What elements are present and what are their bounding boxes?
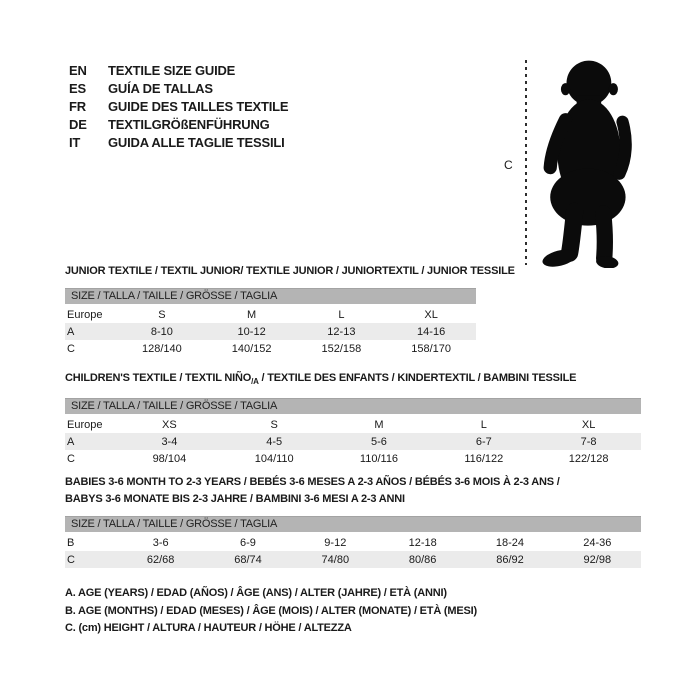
size-cell: 128/140 [141, 342, 182, 355]
size-cell: 3-6 [152, 536, 169, 549]
language-code: EN [69, 63, 87, 78]
size-cell: 152/158 [321, 342, 362, 355]
table-row [65, 323, 476, 340]
size-cell: 92/98 [583, 553, 612, 566]
baby-figure [498, 50, 668, 275]
row-label-cell: C [67, 452, 75, 465]
size-cell: 18-24 [495, 536, 525, 549]
row-label-cell: B [67, 536, 75, 549]
size-cell: L [338, 308, 345, 321]
babies-textile-section [65, 474, 641, 568]
size-cell: XL [424, 308, 438, 321]
language-label: TEXTILGRÖßENFÜHRUNG [108, 117, 270, 132]
size-cell: 80/86 [408, 553, 437, 566]
children-size-table [65, 416, 641, 467]
language-code: ES [69, 81, 86, 96]
language-label: GUIDE DES TAILLES TEXTILE [108, 99, 289, 114]
table-row [65, 433, 641, 450]
size-cell: 14-16 [417, 325, 446, 338]
language-row-de [69, 116, 288, 134]
table-row [65, 416, 641, 433]
row-label-cell: Europe [67, 308, 103, 321]
language-code: IT [69, 135, 81, 150]
size-cell: XL [581, 418, 596, 431]
row-label-cell: A [67, 325, 75, 338]
size-cell: 10-12 [237, 325, 266, 338]
size-cell: 12-18 [408, 536, 437, 549]
size-cell: S [270, 418, 278, 431]
size-cell: 68/74 [234, 553, 262, 566]
size-cell: S [158, 308, 166, 321]
language-row-it [69, 134, 288, 152]
size-cell: 6-7 [475, 435, 492, 448]
junior-textile-section [65, 263, 515, 357]
height-measure-dashed-line [525, 60, 527, 265]
measure-legend [65, 585, 477, 638]
language-row-fr [69, 98, 288, 116]
size-cell: 116/122 [464, 452, 504, 465]
language-list [69, 62, 288, 152]
language-label: GUÍA DE TALLAS [108, 81, 213, 96]
table-row [65, 534, 641, 551]
size-cell: 8-10 [150, 325, 173, 338]
row-label-cell: C [67, 553, 75, 566]
size-cell: XS [162, 418, 177, 431]
size-cell: 6-9 [240, 536, 256, 549]
size-cell: 74/80 [321, 553, 350, 566]
size-cell: 110/116 [359, 452, 399, 465]
size-cell: 62/68 [146, 553, 175, 566]
table-title: JUNIOR TEXTILE / TEXTIL JUNIOR/ TEXTILE JUNIOR / JUNIORTEXTIL / JUNIOR TESSILE [65, 265, 515, 277]
babies-size-table [65, 534, 641, 568]
size-cell: 9-12 [324, 536, 347, 549]
size-cell: 86/92 [496, 553, 524, 566]
size-header-bar: SIZE / TALLA / TAILLE / GRÖSSE / TAGLIA [65, 398, 641, 414]
table-row [65, 340, 476, 357]
size-cell: L [480, 418, 487, 431]
table-title: CHILDREN'S TEXTILE / TEXTIL $NIÑO_{/A}$ / TEXTILE DES ENFANTS / KINDERTEXTIL / BAMBINI TESSILE [65, 372, 577, 387]
size-cell: 5-6 [371, 435, 387, 448]
size-cell: 140/152 [231, 342, 272, 355]
legend-line-a: A. AGE (YEARS) / EDAD (AÑOS) / ÂGE (ANS) / ALTER (JAHRE) / ETÀ (ANNI) [65, 587, 447, 599]
legend-line-c: C. (cm) HEIGHT / ALTURA / HAUTEUR / HÖHE / ALTEZZA [65, 622, 352, 634]
table-title: BABIES 3-6 MONTH TO 2-3 YEARS / BEBÉS 3-6 MESES A 2-3 AÑOS / BÉBÉS 3-6 MOIS À 2-3 ANS / BABYS 3-6 MONATE BIS 2-3 JAHRE / BAMBINI 3-6 MESI A 2-3 ANNI [65, 476, 560, 505]
size-cell: 122/128 [568, 452, 609, 465]
language-code: FR [69, 99, 86, 114]
language-row-en [69, 62, 288, 80]
language-label: GUIDA ALLE TAGLIE TESSILI [108, 135, 285, 150]
table-row [65, 450, 641, 467]
size-cell: 98/104 [152, 452, 187, 465]
size-header-bar: SIZE / TALLA / TAILLE / GRÖSSE / TAGLIA [65, 288, 476, 304]
size-cell: M [247, 308, 257, 321]
size-cell: 24-36 [583, 536, 612, 549]
language-code: DE [69, 117, 87, 132]
table-row [65, 551, 641, 568]
size-cell: 4-5 [266, 435, 283, 448]
size-header-bar: SIZE / TALLA / TAILLE / GRÖSSE / TAGLIA [65, 516, 641, 532]
size-cell: 158/170 [411, 342, 451, 355]
row-label-cell: A [67, 435, 75, 448]
baby-silhouette-icon [538, 58, 650, 268]
row-label-cell: C [67, 342, 75, 355]
size-cell: 12-13 [327, 325, 356, 338]
language-row-es [69, 80, 288, 98]
size-cell: 7-8 [580, 435, 597, 448]
language-label: TEXTILE SIZE GUIDE [108, 63, 236, 78]
size-cell: M [374, 418, 384, 431]
size-cell: 104/110 [254, 452, 294, 465]
height-measure-label: C [504, 158, 513, 172]
children-textile-section [65, 370, 641, 467]
size-cell: 3-4 [161, 435, 178, 448]
row-label-cell: Europe [67, 418, 103, 431]
junior-size-table [65, 306, 476, 357]
legend-line-b: B. AGE (MONTHS) / EDAD (MESES) / ÂGE (MOIS) / ALTER (MONATE) / ETÀ (MESI) [65, 604, 477, 617]
table-row [65, 306, 476, 323]
